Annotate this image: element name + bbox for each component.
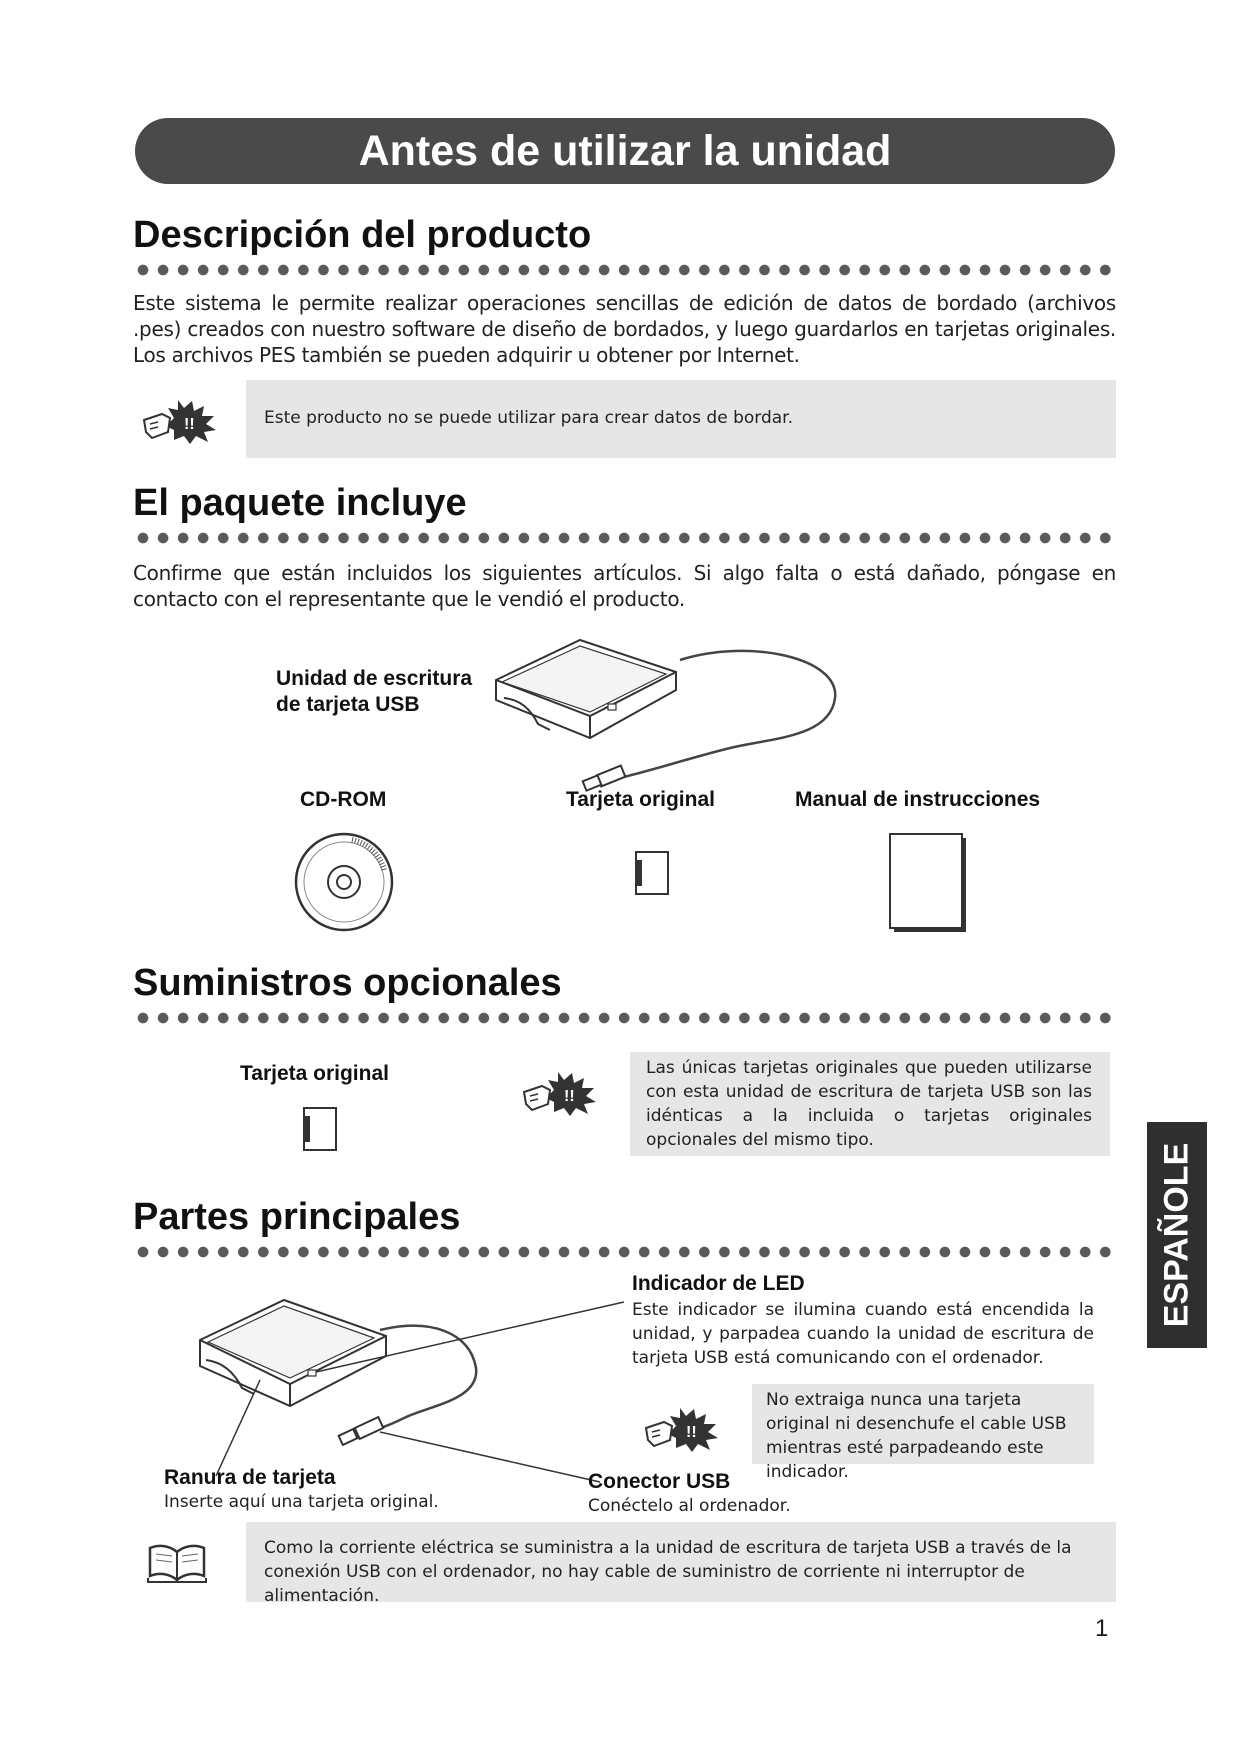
slot-text: Inserte aquí una tarjeta original. <box>164 1492 439 1512</box>
svg-text:!!: !! <box>564 1088 575 1105</box>
slot-title: Ranura de tarjeta <box>164 1466 336 1489</box>
dotted-divider <box>133 532 1116 544</box>
usb-title: Conector USB <box>588 1470 731 1493</box>
book-memo-icon <box>146 1540 208 1584</box>
usb-text: Conéctelo al ordenador. <box>588 1496 791 1516</box>
paquete-text: Confirme que están incluidos los siguientes artículos. Si algo falta o está dañado, póngase en contacto con el representante que le vendió el producto. <box>133 561 1116 611</box>
usb-card-writer-illustration <box>490 628 850 798</box>
banner-title: Antes de utilizar la unidad <box>358 126 892 175</box>
svg-text:!!: !! <box>686 1424 697 1441</box>
caution-hand-icon <box>520 1070 600 1116</box>
dotted-divider <box>133 1246 1116 1258</box>
led-text: Este indicador se ilumina cuando está encendida la unidad, y parpadea cuando la unidad de escritura de tarjeta USB está comunicando con el ordenador. <box>632 1300 1094 1368</box>
note-box <box>246 380 1116 458</box>
card-icon <box>302 1106 338 1152</box>
optional-note-text: Las únicas tarjetas originales que pueden utilizarse con esta unidad de escritura de tarjeta USB son las idénticas a la incluida o tarjetas originales opcionales del mismo tipo. <box>646 1058 1092 1150</box>
usb-card-writer-parts-illustration <box>160 1282 660 1482</box>
heading-paquete: El paquete incluye <box>133 482 467 524</box>
page-number: 1 <box>1095 1615 1109 1642</box>
side-tab-label: ESPAÑOLE <box>1157 1142 1196 1328</box>
card-icon <box>634 850 670 896</box>
heading-descripcion: Descripción del producto <box>133 214 592 256</box>
item-label-manual: Manual de instrucciones <box>795 788 1041 811</box>
cdrom-icon <box>292 830 396 934</box>
caution-hand-icon <box>140 398 220 444</box>
led-note-text: No extraiga nunca una tarjeta original ni desenchufe el cable USB mientras esté parpadeando este indicador. <box>766 1390 1067 1482</box>
note-text: Este producto no se puede utilizar para crear datos de bordar. <box>264 408 794 428</box>
heading-partes: Partes principales <box>133 1196 461 1238</box>
memo-box <box>246 1522 1116 1606</box>
memo-text: Como la corriente eléctrica se suministra a la unidad de escritura de tarjeta USB a través de la conexión USB con el ordenador, no hay cable de suministro de corriente ni interruptor de alimentación. <box>264 1538 1072 1606</box>
item-label-unit: Unidad de escritura de tarjeta USB <box>276 667 473 716</box>
led-note-box <box>752 1384 1094 1482</box>
item-label-card: Tarjeta original <box>566 788 715 811</box>
heading-suministros: Suministros opcionales <box>133 962 562 1004</box>
dotted-divider <box>133 1012 1116 1024</box>
svg-text:!!: !! <box>184 416 195 433</box>
led-title: Indicador de LED <box>632 1272 805 1295</box>
caution-hand-icon <box>642 1406 722 1452</box>
descripcion-text: Este sistema le permite realizar operaciones sencillas de edición de datos de bordado (archivos .pes) creados con nuestro software de diseño de bordados, y luego guardarlos en tarjetas originales. Los archivos PES también se pueden adquirir u obtener por Internet. <box>133 291 1116 367</box>
page-banner <box>135 118 1115 184</box>
optional-card-label: Tarjeta original <box>240 1062 389 1085</box>
manual-icon <box>888 832 968 934</box>
language-side-tab <box>1147 1122 1207 1348</box>
optional-note-box <box>630 1052 1110 1156</box>
item-label-cdrom: CD-ROM <box>300 788 387 811</box>
dotted-divider <box>133 264 1116 276</box>
